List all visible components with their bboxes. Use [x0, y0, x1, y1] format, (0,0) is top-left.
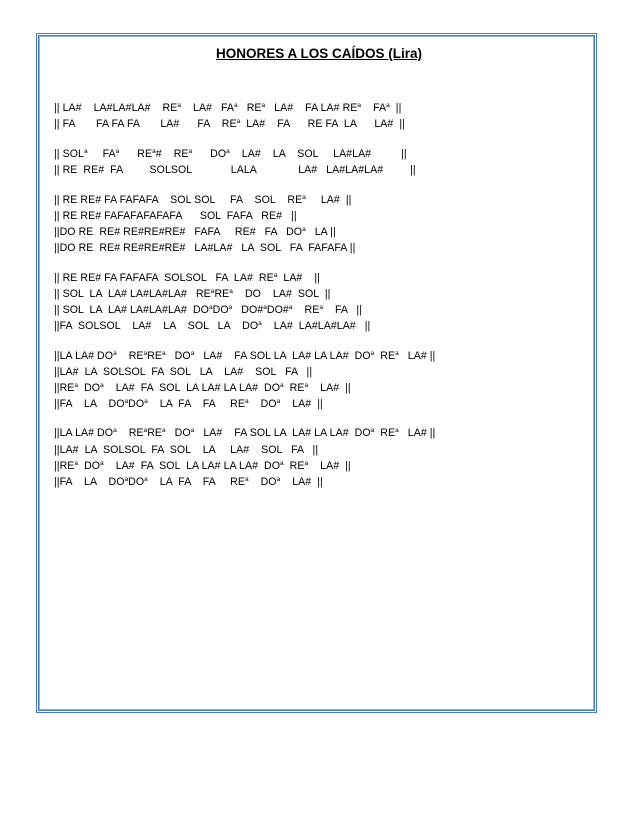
- notation-line: [54, 302, 584, 318]
- note-text: DO: [192, 147, 227, 160]
- octave-mark: a: [276, 397, 281, 405]
- note-text: LA# LA#LA#LA# ||: [261, 319, 371, 332]
- note-text: || RE RE# FA SOLSOL LALA LA# LA#LA#LA# ||: [54, 163, 416, 176]
- note-text: ||FA LA DO: [54, 397, 125, 410]
- octave-mark: a: [100, 381, 104, 389]
- octave-mark: a: [162, 427, 166, 435]
- octave-mark: a: [144, 397, 148, 405]
- note-text: DO: [248, 475, 277, 488]
- note-text: LA# ||: [305, 193, 352, 206]
- octave-mark: a: [236, 118, 241, 126]
- note-text: || FA FA FA FA LA# FA RE: [54, 118, 237, 131]
- octave-mark: a: [152, 147, 156, 155]
- notation-line: [54, 396, 584, 412]
- octave-mark: a: [74, 381, 79, 389]
- octave-mark: a: [190, 349, 195, 357]
- note-text: DO: [128, 397, 145, 410]
- note-text: ||LA# LA SOLSOL FA SOL LA LA# SOL FA ||: [54, 443, 319, 456]
- note-text: DO LA# SOL ||: [232, 287, 331, 300]
- note-text: ||: [389, 102, 402, 114]
- octave-mark: a: [304, 381, 309, 389]
- octave-mark: a: [244, 475, 249, 483]
- page-title: HONORES A LOS CAÍDOS (Lira): [215, 46, 422, 61]
- stanza-gap: [54, 178, 584, 192]
- octave-mark: a: [124, 475, 129, 483]
- octave-mark: a: [276, 475, 281, 483]
- note-text: DO: [248, 397, 277, 410]
- notation-line: [54, 146, 584, 162]
- octave-mark: a: [244, 397, 249, 405]
- note-text: LA# ||: [308, 459, 351, 472]
- octave-mark: a: [263, 303, 267, 311]
- note-text: DO: [128, 475, 145, 488]
- notation-line: [54, 270, 584, 286]
- octave-mark: a: [100, 459, 104, 467]
- stanza-gap: [54, 334, 584, 348]
- note-text: DO#: [232, 303, 264, 316]
- notation-line: [54, 425, 584, 441]
- note-text: LA# LA SOL LA#LA# ||: [229, 147, 407, 160]
- octave-mark: a: [258, 319, 262, 327]
- octave-mark: a: [143, 349, 148, 357]
- note-text: || SOL: [54, 147, 84, 160]
- note-text: LA# ||: [398, 349, 436, 362]
- notation-line: [54, 318, 584, 334]
- octave-mark: a: [234, 102, 238, 109]
- octave-mark: a: [162, 349, 166, 357]
- note-text: RE: [119, 147, 153, 160]
- octave-mark: a: [177, 102, 182, 109]
- note-text: DO: [78, 381, 101, 394]
- note-text: FA: [87, 147, 116, 160]
- note-text: LA FA FA RE: [147, 397, 245, 410]
- note-text: LA# ||: [277, 271, 320, 284]
- notation-line: [54, 458, 584, 474]
- note-text: LA# FA SOL LA LA# LA LA# DO: [103, 459, 281, 472]
- octave-mark: a: [357, 102, 362, 109]
- octave-mark: a: [395, 349, 399, 357]
- octave-mark: a: [208, 303, 213, 311]
- note-text: DO: [165, 349, 191, 362]
- note-text: || RE RE# FA FAFAFA SOLSOL FA LA# RE: [54, 271, 274, 284]
- note-text: FA ||: [322, 303, 363, 316]
- octave-mark: a: [370, 427, 375, 435]
- note-text: RE: [374, 427, 396, 440]
- note-text: RE: [147, 349, 163, 362]
- note-text: RE: [147, 427, 163, 440]
- octave-mark: a: [74, 459, 79, 467]
- note-text: RE: [283, 459, 305, 472]
- note-text: RE: [214, 287, 230, 300]
- note-text: || SOL LA LA# LA#LA#LA# DO: [54, 303, 209, 316]
- octave-mark: a: [210, 287, 215, 295]
- octave-mark: a: [288, 303, 293, 311]
- octave-mark: a: [302, 193, 306, 201]
- note-text: ||LA LA# DO: [54, 349, 114, 362]
- note-text: LA# ||: [398, 427, 436, 440]
- octave-mark: a: [115, 147, 120, 155]
- notation-line: [54, 224, 584, 240]
- octave-mark: a: [113, 349, 117, 357]
- note-text: || SOL LA LA# LA#LA#LA# RE: [54, 287, 211, 300]
- note-text: LA# FA SOL LA LA# LA LA# DO: [103, 381, 281, 394]
- music-notation: [54, 100, 584, 490]
- note-text: RE: [116, 349, 144, 362]
- note-text: RE: [116, 427, 144, 440]
- note-text: LA# ||: [280, 475, 323, 488]
- note-text: || RE RE# FAFAFAFAFAFA SOL FAFA RE# ||: [54, 209, 297, 222]
- notation-line: [54, 240, 584, 256]
- octave-mark: a: [113, 427, 117, 435]
- note-text: LA# FA SOL LA LA# LA LA# DO: [194, 427, 371, 440]
- stanza-gap: [54, 132, 584, 146]
- octave-mark: a: [261, 102, 266, 109]
- note-text: # RE: [155, 147, 189, 160]
- note-text: RE: [292, 303, 320, 316]
- note-text: DO#: [266, 303, 289, 316]
- octave-mark: a: [190, 427, 195, 435]
- note-text: ||LA LA# DO: [54, 427, 114, 440]
- note-text: LA# FA LA# RE: [265, 102, 358, 114]
- stanza-gap: [54, 412, 584, 426]
- note-text: || RE RE# FA FAFAFA SOL SOL FA SOL RE: [54, 193, 303, 206]
- octave-mark: a: [302, 225, 306, 233]
- note-text: ||DO RE RE# RE#RE#RE# LA#LA# LA SOL FA FAFAFA ||: [54, 241, 356, 254]
- note-text: RE: [374, 349, 396, 362]
- notation-line: [54, 192, 584, 208]
- octave-mark: a: [226, 147, 230, 155]
- notation-line: [54, 208, 584, 224]
- note-text: ||DO RE RE# RE#RE#RE# FAFA RE# FA DO: [54, 225, 303, 238]
- octave-mark: a: [144, 475, 148, 483]
- note-text: DO: [212, 303, 229, 316]
- octave-mark: a: [273, 271, 278, 279]
- note-text: FA: [361, 102, 387, 114]
- note-text: ||FA LA DO: [54, 475, 125, 488]
- note-text: LA# ||: [280, 397, 323, 410]
- notation-line: [54, 364, 584, 380]
- note-text: ||RE: [54, 381, 75, 394]
- notation-line: [54, 380, 584, 396]
- octave-mark: a: [319, 303, 323, 311]
- note-text: DO: [78, 459, 101, 472]
- note-text: ||RE: [54, 459, 75, 472]
- notation-line: [54, 442, 584, 458]
- notation-line: [54, 348, 584, 364]
- note-text: LA# FA: [181, 102, 235, 114]
- note-text: RE: [283, 381, 305, 394]
- note-text: LA FA FA RE: [147, 475, 245, 488]
- note-text: || LA# LA#LA#LA# RE: [54, 102, 178, 114]
- octave-mark: a: [304, 459, 309, 467]
- note-text: RE: [237, 102, 262, 114]
- note-text: LA# ||: [308, 381, 351, 394]
- octave-mark: a: [124, 397, 129, 405]
- octave-mark: a: [83, 147, 88, 155]
- octave-mark: a: [386, 102, 390, 109]
- octave-mark: a: [370, 349, 375, 357]
- octave-mark: a: [228, 303, 233, 311]
- notation-line: [54, 116, 584, 132]
- note-text: DO: [165, 427, 191, 440]
- notation-line: [54, 474, 584, 490]
- stanza-gap: [54, 256, 584, 270]
- note-text: ||LA# LA SOLSOL FA SOL LA LA# SOL FA ||: [54, 365, 313, 378]
- octave-mark: a: [229, 287, 233, 295]
- notation-line: [54, 162, 584, 178]
- octave-mark: a: [280, 381, 284, 389]
- octave-mark: a: [188, 147, 193, 155]
- note-text: LA ||: [305, 225, 336, 238]
- octave-mark: a: [143, 427, 148, 435]
- octave-mark: a: [395, 427, 399, 435]
- octave-mark: a: [280, 459, 284, 467]
- notation-line: [54, 286, 584, 302]
- note-text: ||FA SOLSOL LA# LA SOL LA DO: [54, 319, 259, 332]
- notation-line: [54, 100, 584, 116]
- note-text: LA# FA SOL LA LA# LA LA# DO: [194, 349, 371, 362]
- note-text: LA# FA RE FA LA LA# ||: [240, 118, 405, 131]
